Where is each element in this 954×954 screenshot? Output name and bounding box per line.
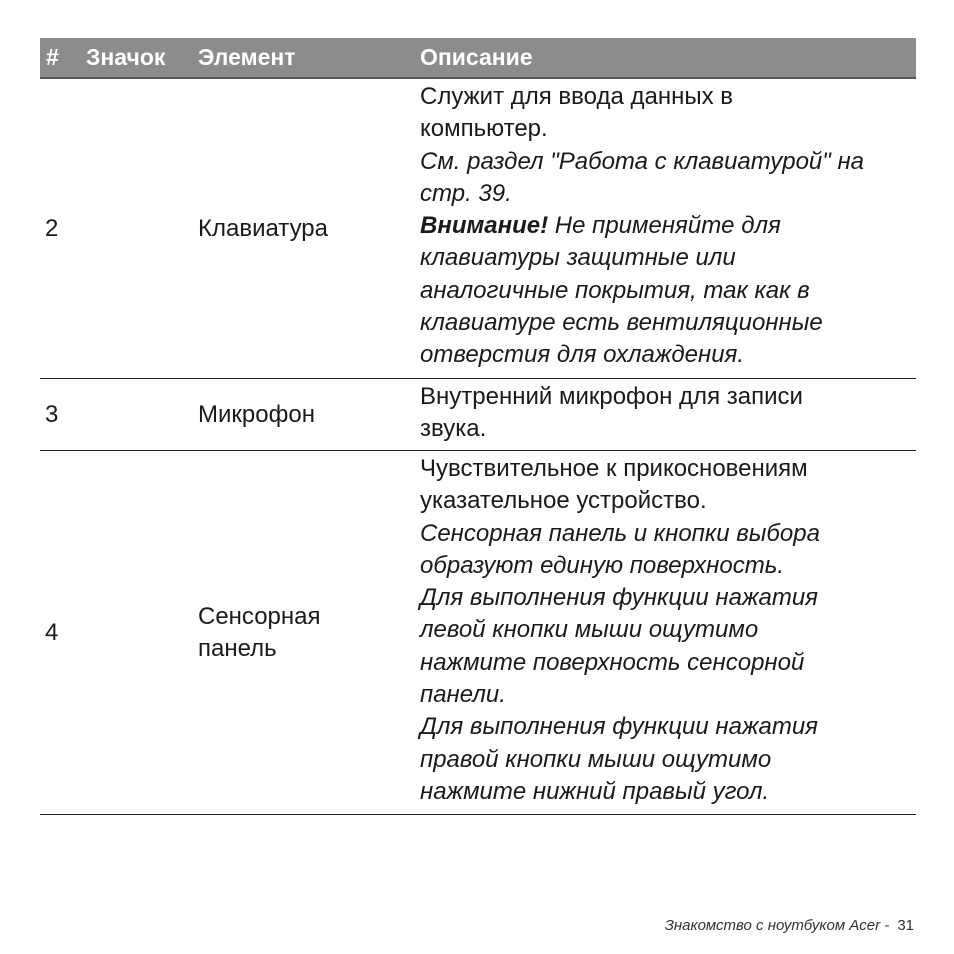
footer-text: Знакомство с ноутбуком Acer - (664, 917, 890, 934)
page-footer (665, 917, 914, 934)
row-number: 2 (45, 214, 59, 242)
description-text: Чувствительное к прикосновениям (420, 455, 808, 482)
description-note: панели. (420, 681, 506, 709)
element-label: Клавиатура (198, 214, 328, 242)
row-number: 3 (45, 400, 59, 428)
warning-text: клавиатуре есть вентиляционные (420, 309, 823, 337)
header-num: # (46, 44, 59, 70)
table-row (40, 79, 916, 379)
element-label: панель (198, 634, 277, 662)
description-note: Для выполнения функции нажатия (420, 713, 818, 741)
description-text: звука. (420, 415, 487, 443)
table-row (40, 379, 916, 451)
header-description: Описание (420, 44, 533, 70)
warning-text: клавиатуры защитные или (420, 244, 736, 272)
table-row (40, 451, 916, 815)
row-element (198, 379, 408, 450)
description-text: компьютер. (420, 115, 548, 143)
warning-line (420, 210, 916, 242)
description-note: правой кнопки мыши ощутимо (420, 745, 772, 773)
element-label: Сенсорная (198, 602, 321, 630)
description-note: Сенсорная панель и кнопки выбора (420, 519, 820, 547)
description-note: левой кнопки мыши ощутимо (420, 616, 759, 644)
description-note: нажмите поверхность сенсорной (420, 648, 805, 676)
specs-table (40, 38, 916, 815)
description-text: указательное устройство. (420, 487, 707, 515)
row-number: 4 (45, 618, 59, 646)
row-description (420, 79, 916, 376)
warning-label: Внимание! (420, 212, 549, 240)
page-number: 31 (897, 917, 914, 934)
description-note: нажмите нижний правый угол. (420, 777, 770, 805)
warning-text: аналогичные покрытия, так как в (420, 276, 810, 304)
header-element: Элемент (198, 44, 296, 70)
warning-text: отверстия для охлаждения. (420, 341, 745, 369)
row-description (420, 451, 916, 812)
description-reference: См. раздел "Работа с клавиатурой" на (420, 147, 865, 175)
element-label: Микрофон (198, 400, 315, 428)
description-text: Служит для ввода данных в (420, 83, 733, 110)
description-text: Внутренний микрофон для записи (420, 383, 803, 410)
row-element (198, 79, 408, 378)
row-element (198, 451, 408, 814)
description-note: образуют единую поверхность. (420, 551, 784, 579)
row-description (420, 379, 916, 450)
element-label-block (198, 601, 321, 665)
description-note: Для выполнения функции нажатия (420, 584, 818, 612)
warning-text: Не применяйте для (548, 212, 781, 240)
table-header (40, 38, 916, 79)
header-icon: Значок (86, 44, 166, 70)
description-reference: стр. 39. (420, 179, 512, 207)
